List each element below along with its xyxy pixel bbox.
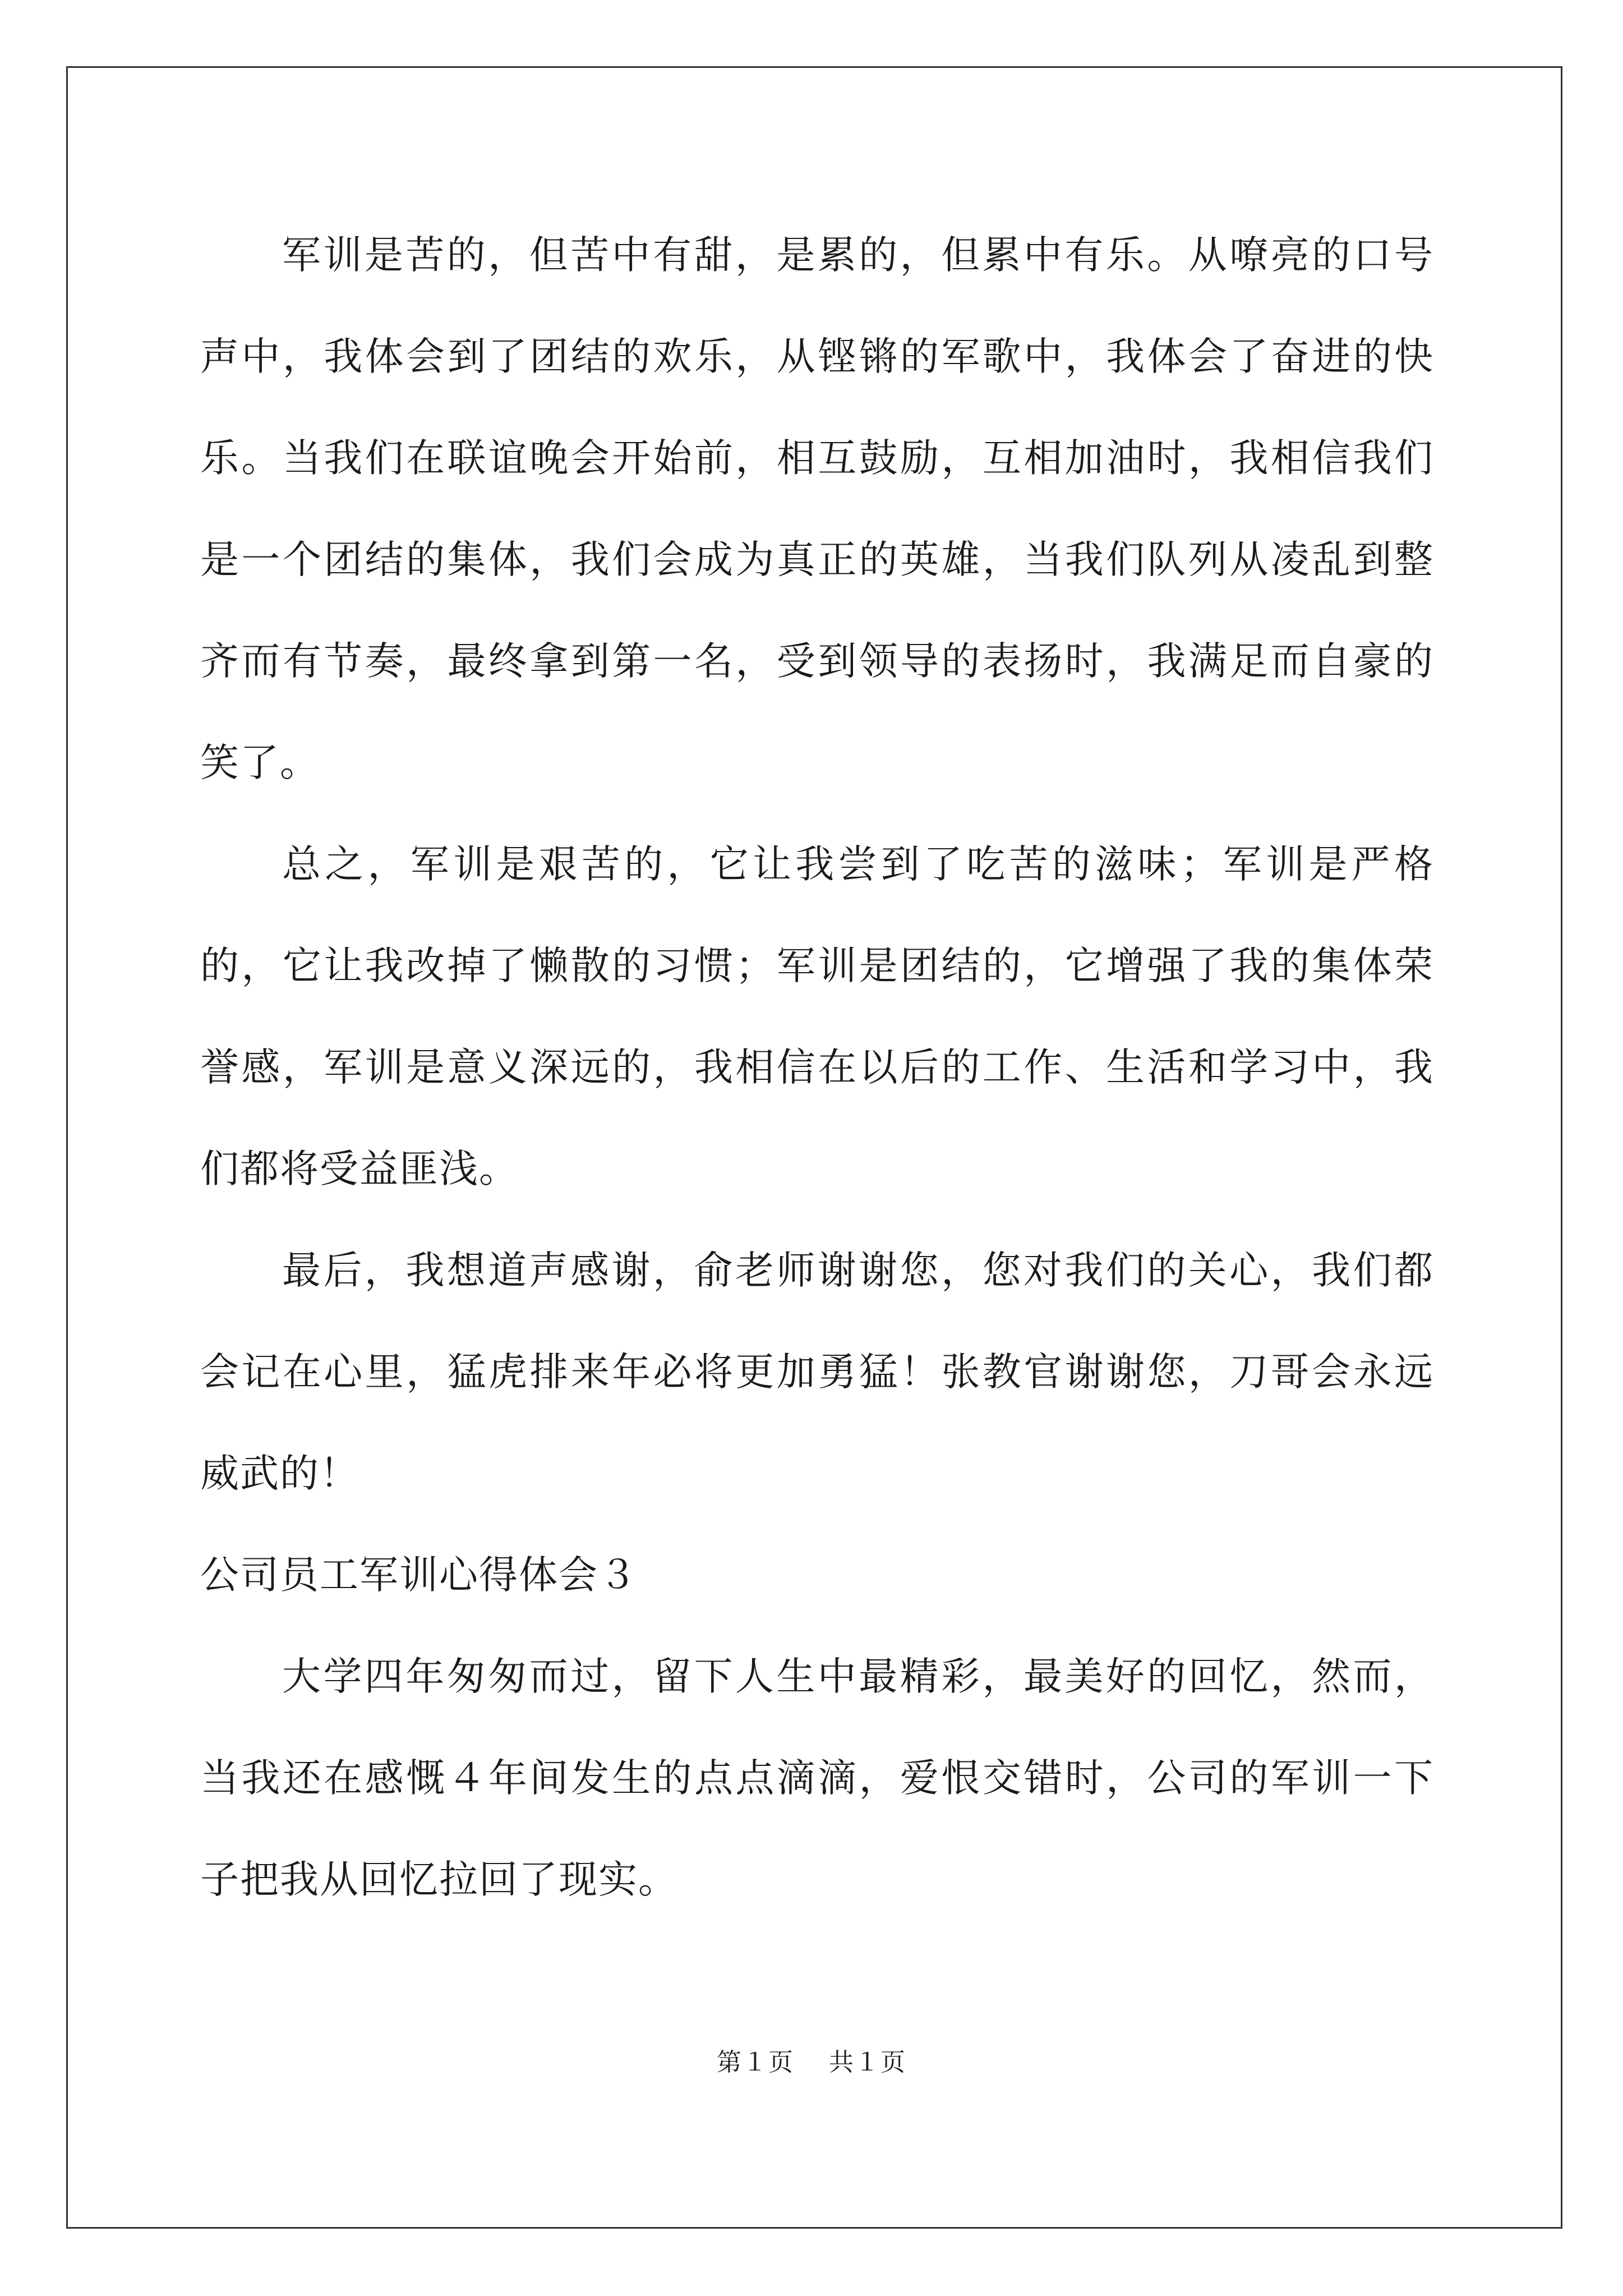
page-number-current: 第１页 [717, 2048, 794, 2077]
document-body [200, 205, 1434, 1931]
paragraph-thanks: 最后，我想道声感谢，俞老师谢谢您，您对我们的关心，我们都会记在心里，猛虎排来年必将更加勇猛！张教官谢谢您，刀哥会永远威武的！ [200, 1248, 1434, 1496]
paragraph-summary: 总之，军训是艰苦的，它让我尝到了吃苦的滋味；军训是严格的，它让我改掉了懒散的习惯；军训是团结的，它增强了我的集体荣誉感，军训是意义深远的，我相信在以后的工作、生活和学习中，我们都将受益匪浅。 [200, 842, 1434, 1191]
paragraph-university-memories: 大学四年匆匆而过，留下人生中最精彩，最美好的回忆，然而，当我还在感慨４年间发生的点点滴滴，爱恨交错时，公司的军训一下子把我从回忆拉回了现实。 [200, 1654, 1434, 1902]
section-heading: 公司员工军训心得体会３ [200, 1553, 638, 1598]
page-number-total: 共１页 [829, 2048, 906, 2077]
paragraph-military-training-joy: 军训是苦的，但苦中有甜，是累的，但累中有乐。从嘹亮的口号声中，我体会到了团结的欢乐，从铿锵的军歌中，我体会了奋进的快乐。当我们在联谊晚会开始前，相互鼓励，互相加油时，我相信我们是一个团结的集体，我们会成为真正的英雄，当我们队列从凌乱到整齐而有节奏，最终拿到第一名，受到领导的表扬时，我满足而自豪的笑了。 [200, 233, 1434, 785]
page-footer [0, 2042, 1623, 2078]
